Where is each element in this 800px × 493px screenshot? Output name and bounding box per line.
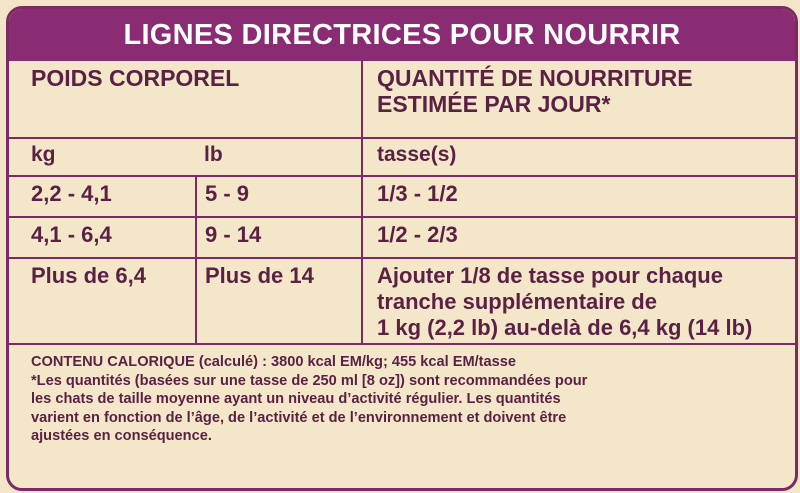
unit-kg: kg — [9, 138, 196, 176]
footnote-line: ajustées en conséquence. — [31, 428, 212, 444]
row-1-cups: 1/3 - 1/2 — [362, 176, 795, 217]
footnote-line: les chats de taille moyenne ayant un niveau d’activité régulier. Les quantités — [31, 391, 561, 407]
weight-header: POIDS CORPOREL — [9, 61, 362, 138]
unit-cups: tasse(s) — [362, 138, 795, 176]
footnote-line: *Les quantités (basées sur une tasse de 250 ml [8 oz]) sont recommandées pour — [31, 372, 588, 389]
quantity-header-line2: ESTIMÉE PAR JOUR* — [377, 91, 611, 117]
quantity-header-line1: QUANTITÉ DE NOURRITURE — [377, 65, 693, 91]
row-3-cups-line2: tranche supplémentaire de — [377, 289, 657, 314]
table-row — [9, 258, 795, 344]
unit-lb: lb — [196, 138, 362, 176]
row-3-cups-line3: 1 kg (2,2 lb) au-delà de 6,4 kg (14 lb) — [377, 315, 753, 340]
feeding-table — [9, 61, 795, 345]
row-1-kg: 2,2 - 4,1 — [9, 176, 196, 217]
row-3-kg: Plus de 6,4 — [9, 258, 196, 344]
footnote-line: varient en fonction de l’âge, de l’activité et de l’environnement et doivent être — [31, 409, 567, 426]
row-3-cups-line1: Ajouter 1/8 de tasse pour chaque — [377, 263, 723, 288]
row-2-lb: 9 - 14 — [196, 217, 362, 258]
row-1-lb: 5 - 9 — [196, 176, 362, 217]
row-2-kg: 4,1 - 6,4 — [9, 217, 196, 258]
calorie-content: CONTENU CALORIQUE (calculé) : 3800 kcal EM/kg; 455 kcal EM/tasse — [31, 354, 517, 370]
table-header-row — [9, 61, 795, 138]
row-2-cups: 1/2 - 2/3 — [362, 217, 795, 258]
table-row — [9, 217, 795, 258]
row-3-cups — [362, 258, 795, 344]
title-banner — [9, 9, 795, 61]
page-title: LIGNES DIRECTRICES POUR NOURRIR — [123, 18, 681, 51]
units-row — [9, 138, 795, 176]
table-row — [9, 176, 795, 217]
notes-section — [9, 345, 795, 446]
row-3-lb: Plus de 14 — [196, 258, 362, 344]
feeding-guidelines-card — [6, 6, 798, 491]
quantity-header — [362, 61, 795, 138]
